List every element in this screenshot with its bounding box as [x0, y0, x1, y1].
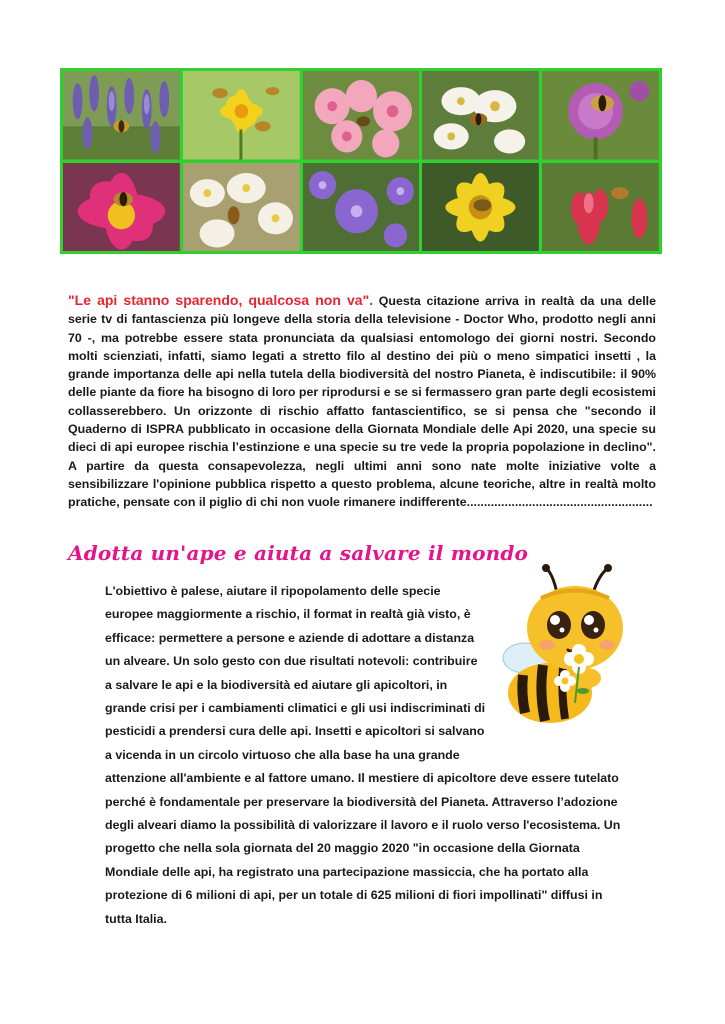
intro-text: Questa citazione arriva in realtà da una delle serie tv di fantascienza più longeve della storia della televisione - Doctor Who, prodotto negli anni 70 -, ma potrebbe essere stata pronunciata da qualsiasi entomologo dei giorni nostri. Secondo molti scienziati, infatti, siamo legati a stretto filo al destino dei più o meno simpatici insetti , la grande importanza delle api nella tutela della biodiversità del nostro Pianeta, è indiscutibile: il 90% delle piante da fiore ha bisogno di loro per riprodursi e se si fermassero gran parte degli ecosistemi collasserebbero. Un orizzonte di rischio affatto fantascientifico, se si pensa che "secondo il Quaderno di ISPRA pubblicato in occasione della Giornata Mondiale delle Api 2020, una specie su dieci di api europee rischia l’estinzione e una specie su tre vede la propria popolazione in declino". A partire da questa consapevolezza, negli ultimi anni sono nate molte iniziative volte a sensibilizzare l'opinione pubblica rispetto a questo problema, alcune teoriche, altre in realtà molto pratiche, pensate con il piglio di chi non vuole rimanere indifferente...................................................... [68, 294, 656, 510]
photo-pink-blossom [303, 71, 420, 160]
section-body-text: L'obiettivo è palese, aiutare il ripopolamento delle specie europee maggiormente a rischio, il format in realtà già visto, è efficace: permettere a persone e aziende di adottare a distanza un alveare. Un solo gesto con due risultati notevoli: contribuire a salvare le api e la biodiversità ed aiutare gli apicoltori, in grande crisi per i cambiamenti climatici e gli usi indiscriminati di pesticidi a prendersi cura delle api. Insetti e apicoltori si salvano a vicenda in un circolo virtuoso che alla base ha una grande attenzione all'ambiente e al fattore umano. Il mestiere di apicoltore deve essere tutelato perché è fondamentale per preservare la biodiversità del Pianeta. Attraverso l’adozione degli alveari diamo la possibilità di valorizzare il lavoro e il ruolo verso l'ecosistema. Un progetto che nella sola giornata del 20 maggio 2020 "in occasione della Giornata Mondiale delle api, ha registrato una partecipazione massiccia, che ha portato alla protezione di 6 milioni di api, per un totale di 625 milioni di fiori impollinati" diffusi in tutta Italia. [105, 584, 621, 926]
photo-yellow-daisy [422, 163, 539, 252]
bee-mascot-illustration [495, 563, 645, 733]
photo-purple-geranium [303, 163, 420, 252]
intro-quote: "Le api stanno sparendo, qualcosa non va". [68, 292, 374, 308]
photo-yellow-flower [183, 71, 300, 160]
photo-pink-cosmos [63, 163, 180, 252]
photo-white-flowers [183, 163, 300, 252]
photo-white-blossom [422, 71, 539, 160]
photo-thistle [542, 71, 659, 160]
section-heading: Adotta un'ape e aiuta a salvare il mondo [68, 541, 529, 565]
bee-photo-grid [60, 68, 662, 254]
photo-red-sainfoin [542, 163, 659, 252]
photo-lavender [63, 71, 180, 160]
intro-paragraph [68, 291, 656, 512]
